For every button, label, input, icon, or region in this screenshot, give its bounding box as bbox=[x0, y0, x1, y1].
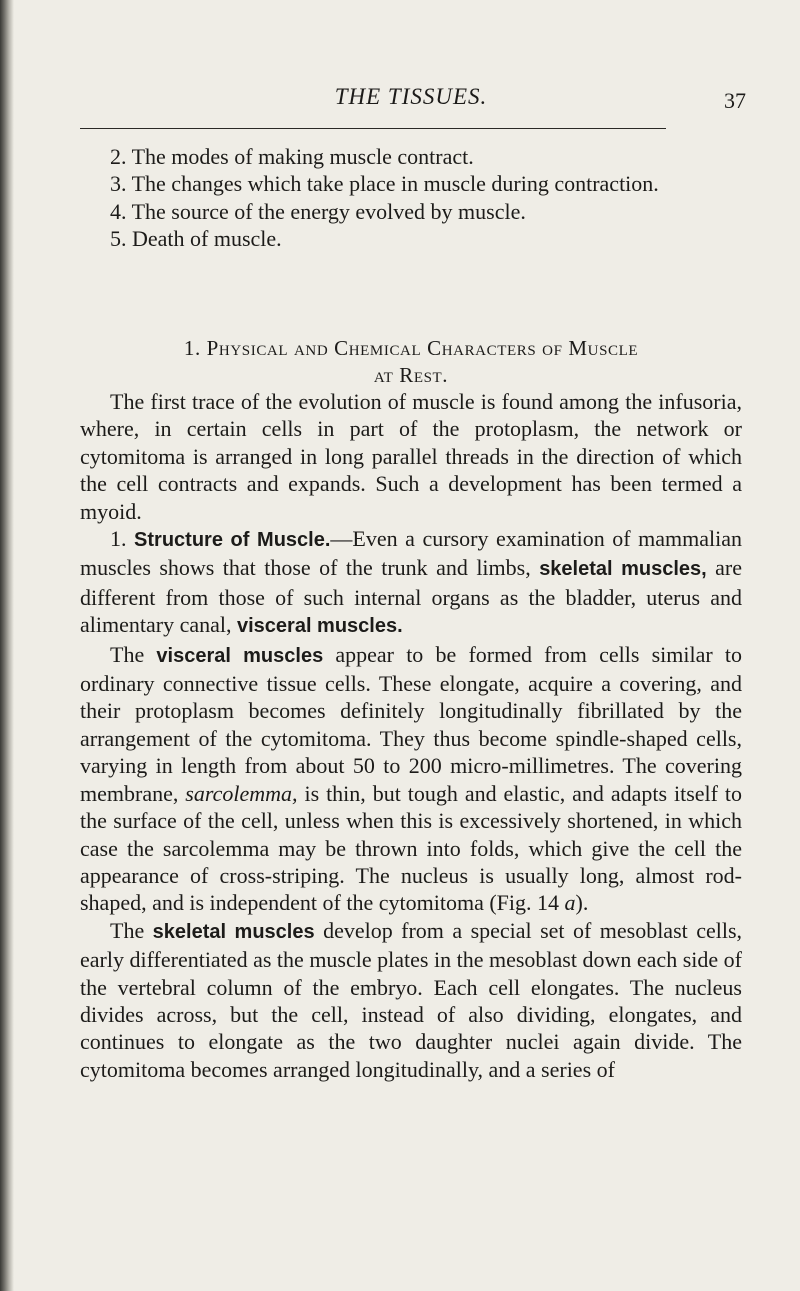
book-spine-shadow bbox=[0, 0, 14, 1291]
list-item: 3. The changes which take place in muscle during contraction. bbox=[110, 171, 659, 197]
term-visceral-muscles: visceral muscles. bbox=[236, 615, 403, 638]
subsection-heading: Structure of Muscle. bbox=[134, 529, 331, 552]
page-number: 37 bbox=[724, 88, 746, 113]
paragraph bbox=[80, 525, 742, 641]
section-heading-line: at Rest. bbox=[373, 363, 449, 388]
topic-list bbox=[80, 143, 742, 253]
section-heading-line: 1. Physical and Chemical Characters of Muscle bbox=[183, 336, 639, 360]
term-skeletal-muscles: skeletal muscles, bbox=[539, 558, 707, 581]
paragraph-text: is thin, but tough and elastic, and adapts itself to the surface of the cell, unless when this is excessively shortened, in which case the sarcolemma may be thrown into folds, which give the cell the appearance of cross-striping. The nucleus is usually long, almost rod-shaped, and is independent of the cytomitoma (Fig. 14 bbox=[80, 780, 743, 916]
paragraph-number: 1. bbox=[110, 526, 127, 552]
paragraph bbox=[80, 641, 742, 917]
paragraph bbox=[80, 917, 742, 1083]
figure-letter: a bbox=[564, 890, 576, 916]
paragraph-text: —Even a cursory examination of mammalian muscles shows that those of the trunk and limbs, bbox=[80, 526, 743, 581]
running-head bbox=[80, 84, 746, 114]
body-text bbox=[80, 388, 742, 1083]
list-item: 2. The modes of making muscle contract. bbox=[110, 144, 474, 169]
term-visceral-muscles: visceral muscles bbox=[156, 644, 324, 667]
paragraph-text: appear to be formed from cells similar to ordinary connective tissue cells. These elongate, acquire a covering, and their protoplasm becomes definitely longitudinally fibrillated by the arrangement of the cytomitoma. They thus become spindle-shaped cells, varying in length from about 50 to 200 micro-millimetres. The covering membrane, bbox=[80, 641, 743, 806]
header-rule bbox=[80, 128, 666, 129]
list-item: 4. The source of the energy evolved by muscle. bbox=[110, 198, 526, 224]
paragraph-text: develop from a special set of mesoblast cells, early differentiated as the muscle plates in the mesoblast down each side of the vertebral column of the embryo. Each cell elongates. The nucleus divides across, but the cell, instead of also dividing, elongates, and continues to elongate as the two daughter nuclei again divide. The cytomitoma becomes arranged longitudinally, and a series of bbox=[80, 917, 743, 1082]
paragraph-text: ). bbox=[575, 890, 589, 916]
paragraph-text: are different from those of such internal organs as the bladder, uterus and alimentary canal, bbox=[80, 555, 743, 638]
section-heading bbox=[80, 335, 742, 390]
paragraph-text: The bbox=[110, 641, 145, 667]
term-sarcolemma: sarcolemma, bbox=[185, 780, 298, 806]
running-title: THE TISSUES. bbox=[334, 84, 488, 109]
term-skeletal-muscles: skeletal muscles bbox=[152, 920, 315, 943]
paragraph-text: The bbox=[110, 917, 145, 943]
list-item: 5. Death of muscle. bbox=[110, 226, 282, 252]
paragraph: The first trace of the evolution of muscle is found among the infusoria, where, in certain cells in part of the protoplasm, the network or cytomitoma is arranged in long parallel threads in the direction of which the cell contracts and expands. Such a development has been termed a myoid. bbox=[80, 389, 742, 524]
